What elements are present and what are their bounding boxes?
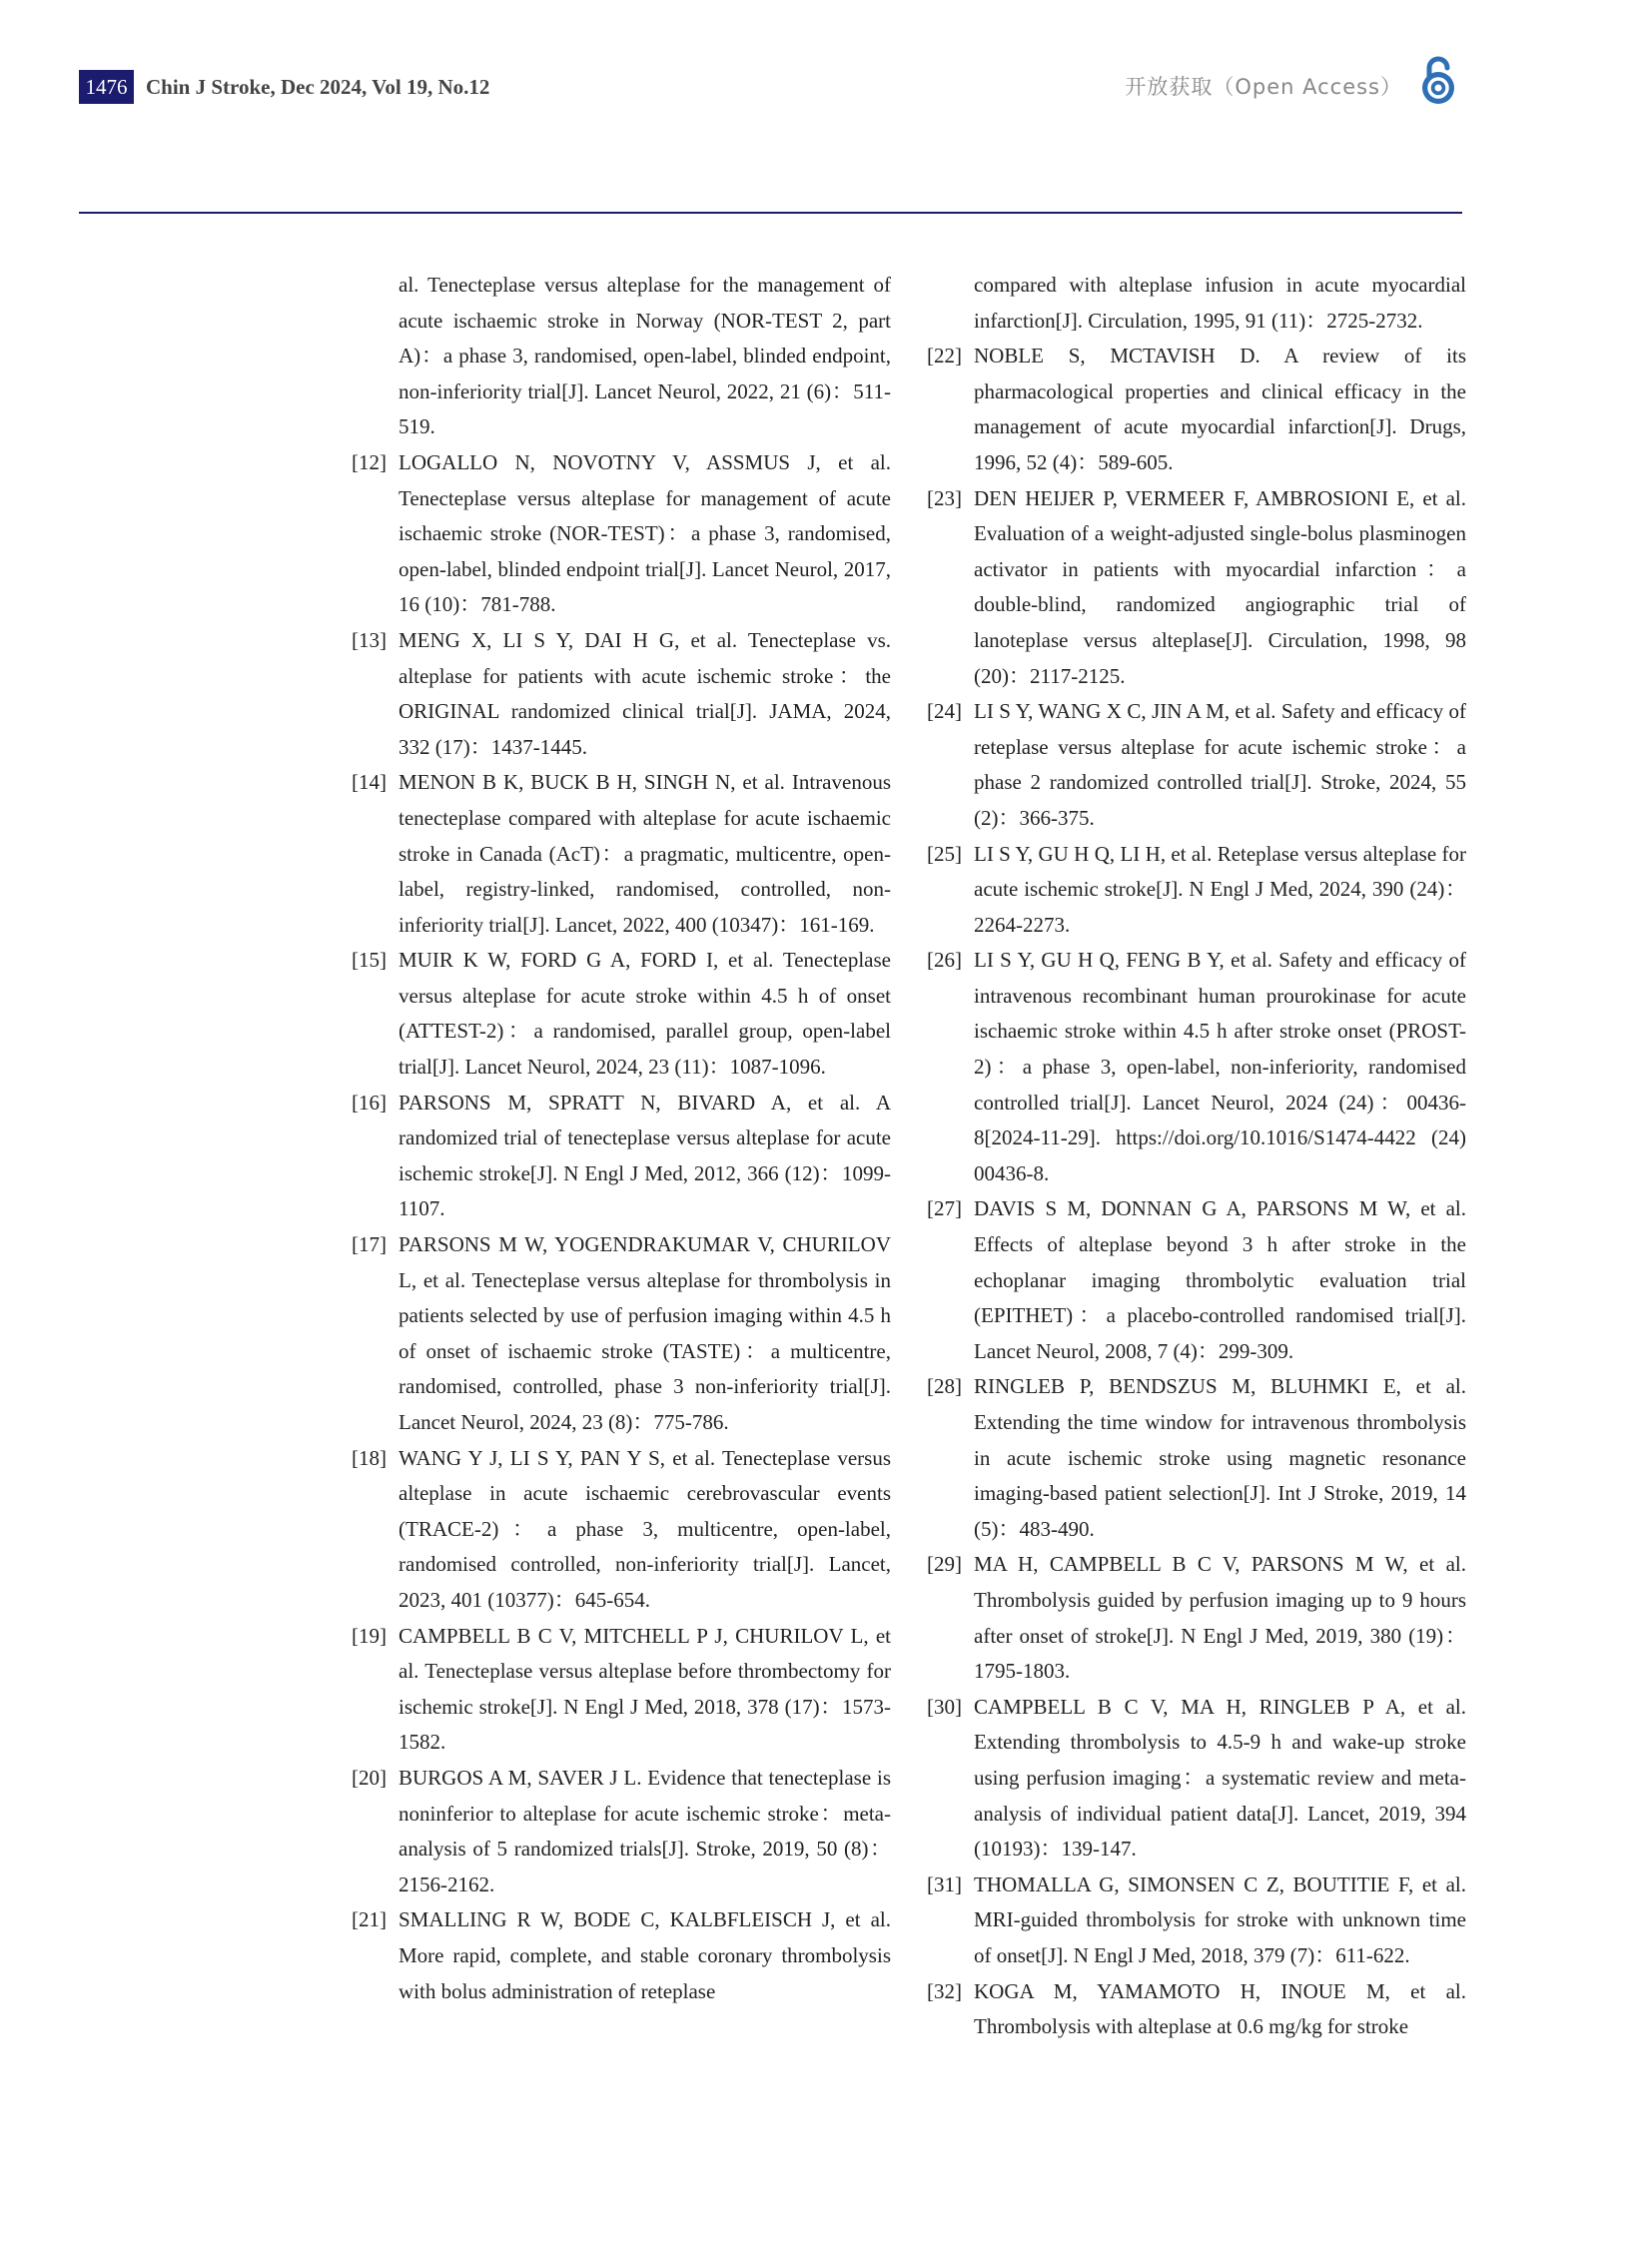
reference-item xyxy=(927,1369,1466,1547)
reference-number: [20] xyxy=(352,1765,387,1790)
reference-number: [30] xyxy=(927,1694,962,1719)
reference-number: [32] xyxy=(927,1978,962,2003)
reference-text: LI S Y, GU H Q, FENG B Y, et al. Safety and efficacy of intravenous recombinant human prourokinase for acute ischaemic stroke within 4.5 h after stroke onset (PROST-2)：a phase 3, open-label, non-inferiority, randomised controlled trial[J]. Lancet Neurol, 2024 (24)：00436-8[2024-11-29]. https://doi.org/10.1016/S1474-4422 (24) 00436-8. xyxy=(974,948,1466,1185)
reference-text: CAMPBELL B C V, MA H, RINGLEB P A, et al. Extending thrombolysis to 4.5-9 h and wake-up stroke using perfusion imaging：a systematic review and meta-analysis of individual patient data[J]. Lancet, 2019, 394 (10193)：139-147. xyxy=(974,1694,1466,1862)
reference-text: LI S Y, GU H Q, LI H, et al. Reteplase versus alteplase for acute ischemic stroke[J]. N Engl J Med, 2024, 390 (24)：2264-2273. xyxy=(974,841,1466,937)
reference-text: PARSONS M W, YOGENDRAKUMAR V, CHURILOV L, et al. Tenecteplase versus alteplase for thrombolysis in patients selected by use of perfusion imaging within 4.5 h of onset of ischaemic stroke (TASTE)：a multicentre, randomised, controlled, phase 3 non-inferiority trial[J]. Lancet Neurol, 2024, 23 (8)：775-786. xyxy=(399,1232,891,1434)
header-rule xyxy=(79,212,1462,214)
reference-text: CAMPBELL B C V, MITCHELL P J, CHURILOV L, et al. Tenecteplase versus alteplase before thrombectomy for ischemic stroke[J]. N Engl J Med, 2018, 378 (17)：1573-1582. xyxy=(399,1623,891,1755)
reference-item xyxy=(927,1191,1466,1369)
open-access-label: 开放获取（Open Access） xyxy=(1125,75,1402,99)
reference-text: WANG Y J, LI S Y, PAN Y S, et al. Tenecteplase versus alteplase in acute ischaemic cerebrovascular events (TRACE-2)：a phase 3, multicentre, open-label, randomised controlled, non-inferiority trial[J]. Lancet, 2023, 401 (10377)：645-654. xyxy=(399,1445,891,1612)
reference-item xyxy=(352,1227,891,1441)
reference-item xyxy=(352,1902,891,2009)
reference-item xyxy=(352,1086,891,1227)
reference-text: DEN HEIJER P, VERMEER F, AMBROSIONI E, et al. Evaluation of a weight-adjusted single-bolus plasminogen activator in patients with myocardial infarction：a double-blind, randomized angiographic trial of lanoteplase versus alteplase[J]. Circulation, 1998, 98 (20)：2117-2125. xyxy=(974,485,1466,688)
reference-item xyxy=(352,268,891,445)
reference-item xyxy=(352,623,891,765)
reference-number: [12] xyxy=(352,449,387,474)
reference-item xyxy=(352,765,891,943)
reference-number: [22] xyxy=(927,344,962,369)
reference-text: al. Tenecteplase versus alteplase for the management of acute ischaemic stroke in Norway (NOR-TEST 2, part A)：a phase 3, randomised, open-label, blinded endpoint, non-inferiority trial[J]. Lancet Neurol, 2022, 21 (6)：511-519. xyxy=(399,273,891,439)
reference-item xyxy=(927,694,1466,836)
reference-item xyxy=(352,1441,891,1619)
reference-text: DAVIS S M, DONNAN G A, PARSONS M W, et al. Effects of alteplase beyond 3 h after stroke in the echoplanar imaging thrombolytic evaluation trial (EPITHET)：a placebo-controlled randomised trial[J]. Lancet Neurol, 2008, 7 (4)：299-309. xyxy=(974,1196,1466,1363)
reference-text: MA H, CAMPBELL B C V, PARSONS M W, et al. Thrombolysis guided by perfusion imaging up to 9 hours after onset of stroke[J]. N Engl J Med, 2019, 380 (19)：1795-1803. xyxy=(974,1552,1466,1684)
reference-item xyxy=(927,1690,1466,1868)
reference-text: MUIR K W, FORD G A, FORD I, et al. Tenecteplase versus alteplase for acute stroke within 4.5 h of onset (ATTEST-2)：a randomised, parallel group, open-label trial[J]. Lancet Neurol, 2024, 23 (11)：1087-1096. xyxy=(399,948,891,1080)
reference-text: SMALLING R W, BODE C, KALBFLEISCH J, et al. More rapid, complete, and stable coronary thrombolysis with bolus administration of reteplase xyxy=(399,1907,891,2003)
reference-text: LI S Y, WANG X C, JIN A M, et al. Safety and efficacy of reteplase versus alteplase for acute ischemic stroke：a phase 2 randomized controlled trial[J]. Stroke, 2024, 55 (2)：366-375. xyxy=(974,699,1466,830)
references-right-column xyxy=(927,268,1466,2045)
reference-item xyxy=(927,1868,1466,1974)
reference-item xyxy=(927,339,1466,480)
reference-item xyxy=(927,837,1466,944)
reference-number: [23] xyxy=(927,485,962,510)
reference-text: THOMALLA G, SIMONSEN C Z, BOUTITIE F, et al. MRI-guided thrombolysis for stroke with unknown time of onset[J]. N Engl J Med, 2018, 379 (7)：611-622. xyxy=(974,1871,1466,1967)
reference-number: [26] xyxy=(927,948,962,973)
reference-text: RINGLEB P, BENDSZUS M, BLUHMKI E, et al. Extending the time window for intravenous thrombolysis in acute ischemic stroke using magnetic resonance imaging-based patient selection[J]. Int J Stroke, 2019, 14 (5)：483-490. xyxy=(974,1374,1466,1541)
reference-number: [24] xyxy=(927,699,962,724)
reference-number: [25] xyxy=(927,841,962,866)
reference-number: [16] xyxy=(352,1090,387,1115)
reference-number: [21] xyxy=(352,1907,387,1932)
reference-item xyxy=(927,268,1466,339)
reference-number: [31] xyxy=(927,1871,962,1896)
reference-item xyxy=(352,445,891,623)
reference-number: [27] xyxy=(927,1196,962,1221)
page-number-badge: 1476 xyxy=(79,70,134,104)
reference-item xyxy=(927,1974,1466,2045)
references-left-column xyxy=(352,268,891,2009)
reference-number: [15] xyxy=(352,948,387,973)
reference-number: [13] xyxy=(352,627,387,652)
reference-item xyxy=(352,1619,891,1761)
reference-number: [29] xyxy=(927,1552,962,1577)
reference-text: compared with alteplase infusion in acute myocardial infarction[J]. Circulation, 1995, 91 (11)：2725-2732. xyxy=(974,273,1466,333)
open-access-lock-icon xyxy=(1417,54,1459,106)
reference-item xyxy=(927,943,1466,1191)
reference-item xyxy=(927,481,1466,695)
reference-text: MENG X, LI S Y, DAI H G, et al. Tenecteplase vs. alteplase for patients with acute ischemic stroke：the ORIGINAL randomized clinical trial[J]. JAMA, 2024, 332 (17)：1437-1445. xyxy=(399,627,891,759)
reference-text: NOBLE S, MCTAVISH D. A review of its pharmacological properties and clinical efficacy in the management of acute myocardial infarction[J]. Drugs, 1996, 52 (4)：589-605. xyxy=(974,344,1466,474)
reference-text: LOGALLO N, NOVOTNY V, ASSMUS J, et al. Tenecteplase versus alteplase for management of acute ischaemic stroke (NOR-TEST)：a phase 3, randomised, open-label, blinded endpoint trial[J]. Lancet Neurol, 2017, 16 (10)：781-788. xyxy=(399,449,891,617)
reference-number: [19] xyxy=(352,1623,387,1648)
reference-text: KOGA M, YAMAMOTO H, INOUE M, et al. Thrombolysis with alteplase at 0.6 mg/kg for stroke xyxy=(974,1978,1466,2039)
reference-number: [17] xyxy=(352,1232,387,1257)
reference-item xyxy=(352,943,891,1085)
journal-running-head: Chin J Stroke, Dec 2024, Vol 19, No.12 xyxy=(146,75,490,99)
reference-number: [14] xyxy=(352,770,387,795)
reference-text: PARSONS M, SPRATT N, BIVARD A, et al. A randomized trial of tenecteplase versus alteplase for acute ischemic stroke[J]. N Engl J Med, 2012, 366 (12)：1099-1107. xyxy=(399,1090,891,1221)
reference-item xyxy=(352,1761,891,1902)
reference-item xyxy=(927,1547,1466,1689)
reference-text: BURGOS A M, SAVER J L. Evidence that tenecteplase is noninferior to alteplase for acute ischemic stroke：meta-analysis of 5 randomized trials[J]. Stroke, 2019, 50 (8)：2156-2162. xyxy=(399,1765,891,1896)
reference-number: [18] xyxy=(352,1445,387,1470)
reference-text: MENON B K, BUCK B H, SINGH N, et al. Intravenous tenecteplase compared with alteplase for acute ischaemic stroke in Canada (AcT)：a pragmatic, multicentre, open-label, registry-linked, randomised, controlled, non-inferiority trial[J]. Lancet, 2022, 400 (10347)：161-169. xyxy=(399,770,891,937)
reference-number: [28] xyxy=(927,1374,962,1399)
